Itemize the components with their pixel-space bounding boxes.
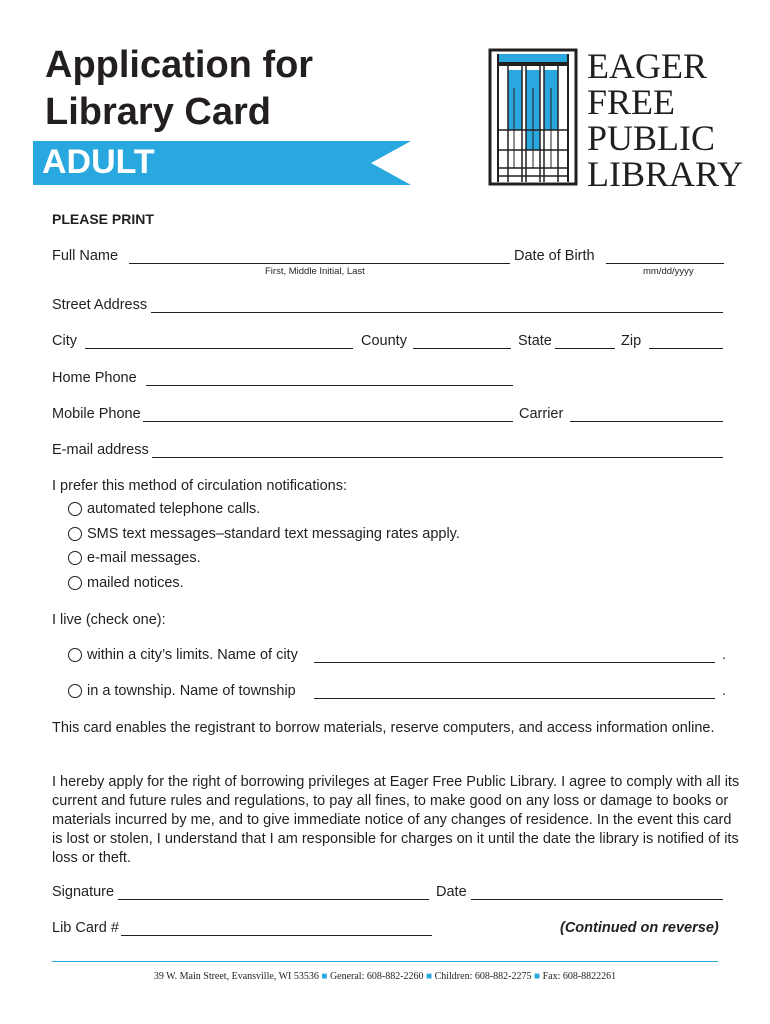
state-label: State xyxy=(518,333,552,349)
notif-radio-sms[interactable] xyxy=(68,527,82,541)
mobile-phone-label: Mobile Phone xyxy=(52,406,141,422)
email-label: E-mail address xyxy=(52,442,149,458)
notification-prompt: I prefer this method of circulation notifications: xyxy=(52,478,347,494)
signature-label: Signature xyxy=(52,884,115,900)
full-name-label: Full Name xyxy=(52,248,119,264)
footer-general: General: 608-882-2260 xyxy=(329,971,424,982)
footer-children: Children: 608-882-2275 xyxy=(434,971,532,982)
footer-divider xyxy=(52,961,718,962)
enables-paragraph: This card enables the registrant to borrow materials, reserve computers, and access information online. xyxy=(52,720,715,736)
county-label: County xyxy=(361,333,407,349)
please-print-heading: PLEASE PRINT xyxy=(52,211,154,227)
page-title-line2: Library Card xyxy=(45,91,271,133)
home-phone-field[interactable] xyxy=(146,385,513,386)
date-label: Date xyxy=(436,884,467,900)
signature-field[interactable] xyxy=(118,899,429,900)
date-field[interactable] xyxy=(471,899,723,900)
live-option-township: in a township. Name of township xyxy=(87,683,296,699)
dob-label: Date of Birth xyxy=(514,248,595,264)
live-radio-city[interactable] xyxy=(68,648,82,662)
live-radio-township[interactable] xyxy=(68,684,82,698)
logo-text-line2: FREE xyxy=(587,82,676,122)
street-field[interactable] xyxy=(151,312,723,313)
agreement-paragraph: I hereby apply for the right of borrowing privileges at Eager Free Public Library. I agree to comply with all its current and future rules and regulations, to pay all fines, to make good on any loss or damage to books or materials incurred by me, and to give immediate notice of any changes of residence. In the event this card is lost or stolen, I understand that I am responsible for charges on it until the date the library is notified of its loss or theft. xyxy=(52,774,740,866)
township-name-field[interactable] xyxy=(314,698,715,699)
lib-card-label: Lib Card # xyxy=(52,920,119,936)
notif-option-email: e-mail messages. xyxy=(87,550,201,566)
live-option-city: within a city’s limits. Name of city xyxy=(87,647,298,663)
notif-option-sms: SMS text messages–standard text messaging rates apply. xyxy=(87,526,460,542)
footer-separator: ■ xyxy=(426,971,433,982)
footer-fax: Fax: 608-8822261 xyxy=(542,971,617,982)
notif-radio-phone[interactable] xyxy=(68,502,82,516)
township-period: . xyxy=(722,683,727,699)
footer-separator: ■ xyxy=(321,971,328,982)
lib-card-field[interactable] xyxy=(121,935,432,936)
dob-hint: mm/dd/yyyy xyxy=(643,266,694,277)
carrier-label: Carrier xyxy=(519,406,564,422)
stained-glass-window-icon xyxy=(488,48,578,186)
full-name-field[interactable] xyxy=(129,263,510,264)
notif-radio-mail[interactable] xyxy=(68,576,82,590)
notif-option-mail: mailed notices. xyxy=(87,575,184,591)
city-field[interactable] xyxy=(85,348,353,349)
carrier-field[interactable] xyxy=(570,421,723,422)
page-title-line1: Application for xyxy=(45,44,314,86)
footer-separator: ■ xyxy=(534,971,541,982)
logo-text-line3: PUBLIC xyxy=(587,118,716,158)
city-label: City xyxy=(52,333,77,349)
notif-option-phone: automated telephone calls. xyxy=(87,501,261,517)
banner-label: ADULT xyxy=(42,143,155,181)
logo-text-line4: LIBRARY xyxy=(587,154,744,194)
live-prompt: I live (check one): xyxy=(52,612,166,628)
continued-note: (Continued on reverse) xyxy=(560,920,719,936)
full-name-hint: First, Middle Initial, Last xyxy=(265,266,365,277)
street-label: Street Address xyxy=(52,297,148,313)
zip-label: Zip xyxy=(621,333,642,349)
footer-contact xyxy=(0,971,770,982)
home-phone-label: Home Phone xyxy=(52,370,137,386)
state-field[interactable] xyxy=(555,348,615,349)
logo-text-line1: EAGER xyxy=(587,46,707,86)
dob-field[interactable] xyxy=(606,263,724,264)
zip-field[interactable] xyxy=(649,348,723,349)
footer-address: 39 W. Main Street, Evansville, WI 53536 xyxy=(153,971,319,982)
notif-radio-email[interactable] xyxy=(68,551,82,565)
email-field[interactable] xyxy=(152,457,723,458)
mobile-phone-field[interactable] xyxy=(143,421,513,422)
city-period: . xyxy=(722,647,727,663)
city-name-field[interactable] xyxy=(314,662,715,663)
county-field[interactable] xyxy=(413,348,511,349)
